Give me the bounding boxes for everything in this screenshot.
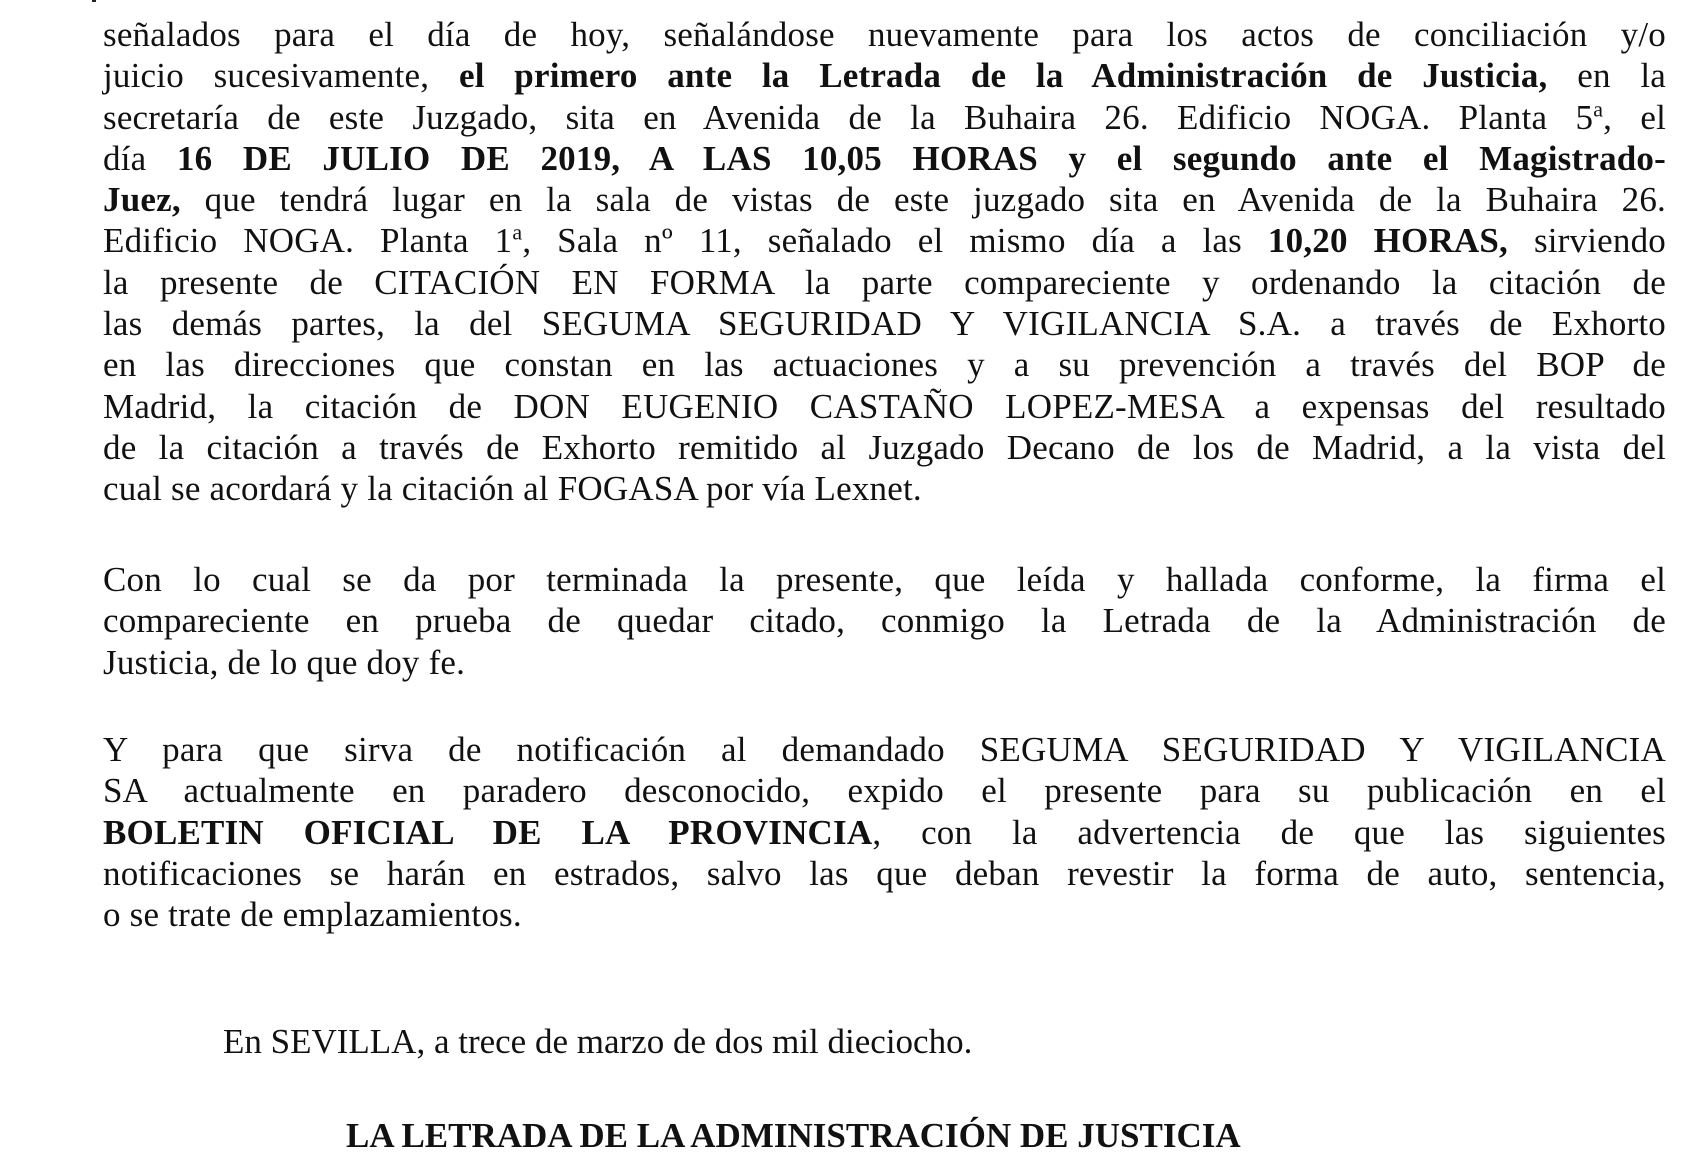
paragraph-citation	[103, 14, 1666, 510]
text-line: compareciente en prueba de quedar citado, conmigo la Letrada de la Administración de	[103, 601, 1666, 641]
paragraph-notification	[103, 729, 1666, 935]
text-span: que tendrá lugar en la sala de vistas de este juzgado sita en Avenida de la Buhaira 26.	[204, 180, 1666, 220]
text-span: día	[103, 138, 147, 178]
text-line: notificaciones se harán en estrados, salvo las que deban revestir la forma de auto, sentencia,	[103, 853, 1666, 893]
text-line	[103, 220, 1666, 261]
superscript: a	[512, 219, 523, 245]
text-span: sirviendo	[1533, 221, 1666, 261]
text-span: , con la advertencia de que las siguientes	[872, 812, 1667, 852]
text-span: señalados para el día de hoy, señalándose nuevamente para los actos de conciliación y/o	[103, 15, 1666, 54]
text-line	[103, 97, 1666, 138]
bold-text-span: el primero ante la Letrada de la Administración de Justicia,	[458, 56, 1548, 96]
bold-text-span: Juez,	[103, 180, 181, 220]
text-line: SA actualmente en paradero desconocido, expido el presente para su publicación en el	[103, 771, 1666, 811]
bold-text-span: BOLETIN OFICIAL DE LA PROVINCIA	[103, 812, 873, 852]
text-line	[103, 138, 1666, 179]
text-line: cual se acordará y la citación al FOGASA por vía Lexnet.	[103, 469, 922, 509]
text-line: Con lo cual se da por terminada la presente, que leída y hallada conforme, la firma el	[103, 560, 1666, 599]
superscript: a	[1593, 95, 1604, 121]
paragraph-closing	[103, 559, 1666, 683]
text-line: de la citación a través de Exhorto remitido al Juzgado Decano de los de Madrid, a la vista del	[103, 427, 1666, 467]
text-span: juicio sucesivamente,	[103, 56, 430, 96]
text-line: la presente de CITACIÓN EN FORMA la parte compareciente y ordenando la citación de	[103, 262, 1666, 302]
text-line: o se trate de emplazamientos.	[103, 895, 522, 935]
text-line: Justicia, de lo que doy fe.	[103, 642, 466, 682]
text-span: , Sala nº 11, señalado el mismo día a las	[522, 221, 1242, 261]
text-line	[103, 179, 1666, 220]
scan-mark	[92, 0, 96, 2]
bold-text-span: 10,20 HORAS,	[1267, 221, 1509, 261]
text-line	[103, 14, 1666, 55]
text-span: , el	[1603, 97, 1666, 137]
text-line: Madrid, la citación de DON EUGENIO CASTAÑO LOPEZ-MESA a expensas del resultado	[103, 386, 1666, 426]
text-line: Y para que sirva de notificación al demandado SEGUMA SEGURIDAD Y VIGILANCIA	[103, 730, 1666, 769]
text-span: secretaría de este Juzgado, sita en Avenida de la Buhaira 26. Edificio NOGA. Planta 5	[103, 97, 1594, 137]
text-span: Edificio NOGA. Planta 1	[103, 221, 513, 261]
text-line: las demás partes, la del SEGUMA SEGURIDAD Y VIGILANCIA S.A. a través de Exhorto	[103, 304, 1666, 344]
text-line	[103, 55, 1666, 96]
signature-title: LA LETRADA DE LA ADMINISTRACIÓN DE JUSTICIA	[346, 1116, 1241, 1155]
text-line: en las direcciones que constan en las actuaciones y a su prevención a través del BOP de	[103, 345, 1666, 385]
text-span: en la	[1577, 56, 1667, 96]
text-line	[103, 812, 1666, 853]
dateline: En SEVILLA, a trece de marzo de dos mil dieciocho.	[223, 1022, 973, 1061]
bold-text-span: 16 DE JULIO DE 2019, A LAS 10,05 HORAS y el segundo ante el Magistrado-	[176, 138, 1666, 178]
